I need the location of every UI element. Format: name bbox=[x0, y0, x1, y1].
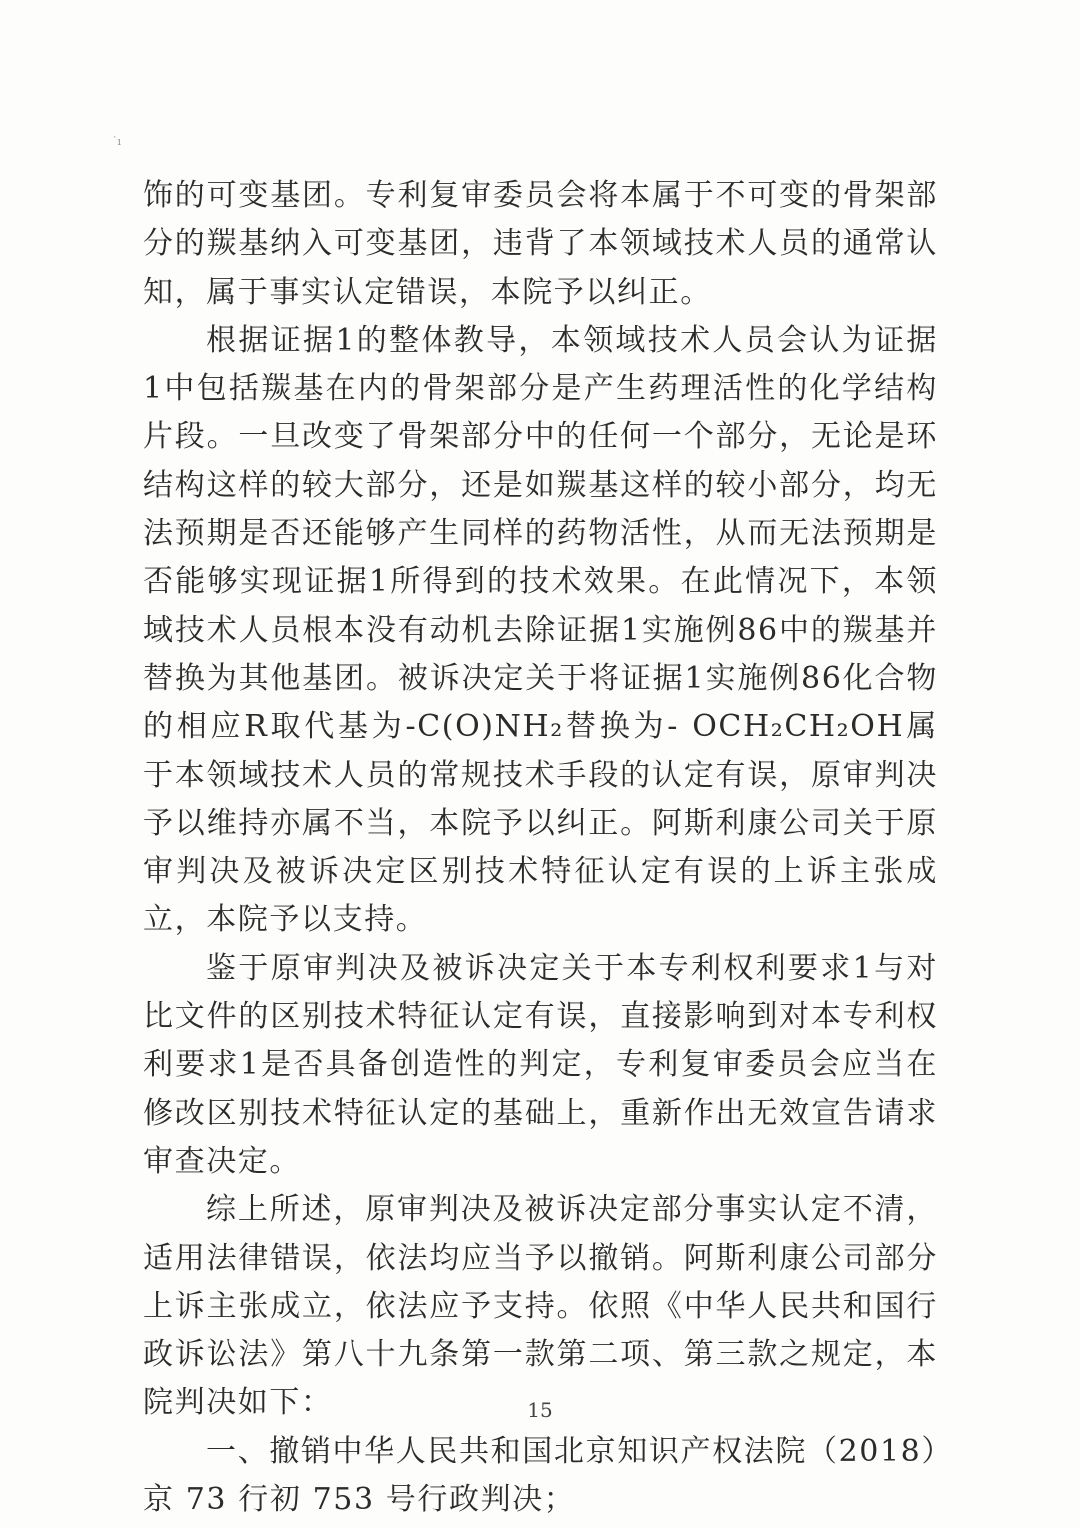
paragraph-continuation: 饰的可变基团。专利复审委员会将本属于不可变的骨架部分的羰基纳入可变基团，违背了本领域技术人员的通常认知，属于事实认定错误，本院予以纠正。 bbox=[143, 178, 938, 310]
paragraph-judgment-item-1: 一、撤销中华人民共和国北京知识产权法院（2018）京 73 行初 753 号行政判决； bbox=[143, 1433, 938, 1518]
judgment-body bbox=[143, 172, 938, 1524]
paragraph-distinguishing-features: 鉴于原审判决及被诉决定关于本专利权利要求1与对比文件的区别技术特征认定有误，直接影响到对本专利权利要求1是否具备创造性的判定，专利复审委员会应当在修改区别技术特征认定的基础上，重新作出无效宣告请求审查决定。 bbox=[143, 950, 938, 1179]
paragraph-conclusion: 综上所述，原审判决及被诉决定部分事实认定不清，适用法律错误，依法均应当予以撤销。阿斯利康公司部分上诉主张成立，依法应予支持。依照《中华人民共和国行政诉讼法》第八十九条第一款第二项、第三款之规定，本院判决如下： bbox=[143, 1192, 938, 1421]
paragraph-evidence-analysis: 根据证据1的整体教导，本领域技术人员会认为证据1中包括羰基在内的骨架部分是产生药理活性的化学结构片段。一旦改变了骨架部分中的任何一个部分，无论是环结构这样的较大部分，还是如羰基这样的较小部分，均无法预期是否还能够产生同样的药物活性，从而无法预期是否能够实现证据1所得到的技术效果。在此情况下，本领域技术人员根本没有动机去除证据1实施例86中的羰基并替换为其他基团。被诉决定关于将证据1实施例86化合物的相应R取代基为-C(O)NH₂替换为- OCH₂CH₂OH属于本领域技术人员的常规技术手段的认定有误，原审判决予以维持亦属不当，本院予以纠正。阿斯利康公司关于原审判决及被诉决定区别技术特征认定有误的上诉主张成立，本院予以支持。 bbox=[143, 322, 938, 938]
scan-mark: ˙ı bbox=[112, 135, 122, 148]
page-number: 15 bbox=[527, 1398, 553, 1422]
